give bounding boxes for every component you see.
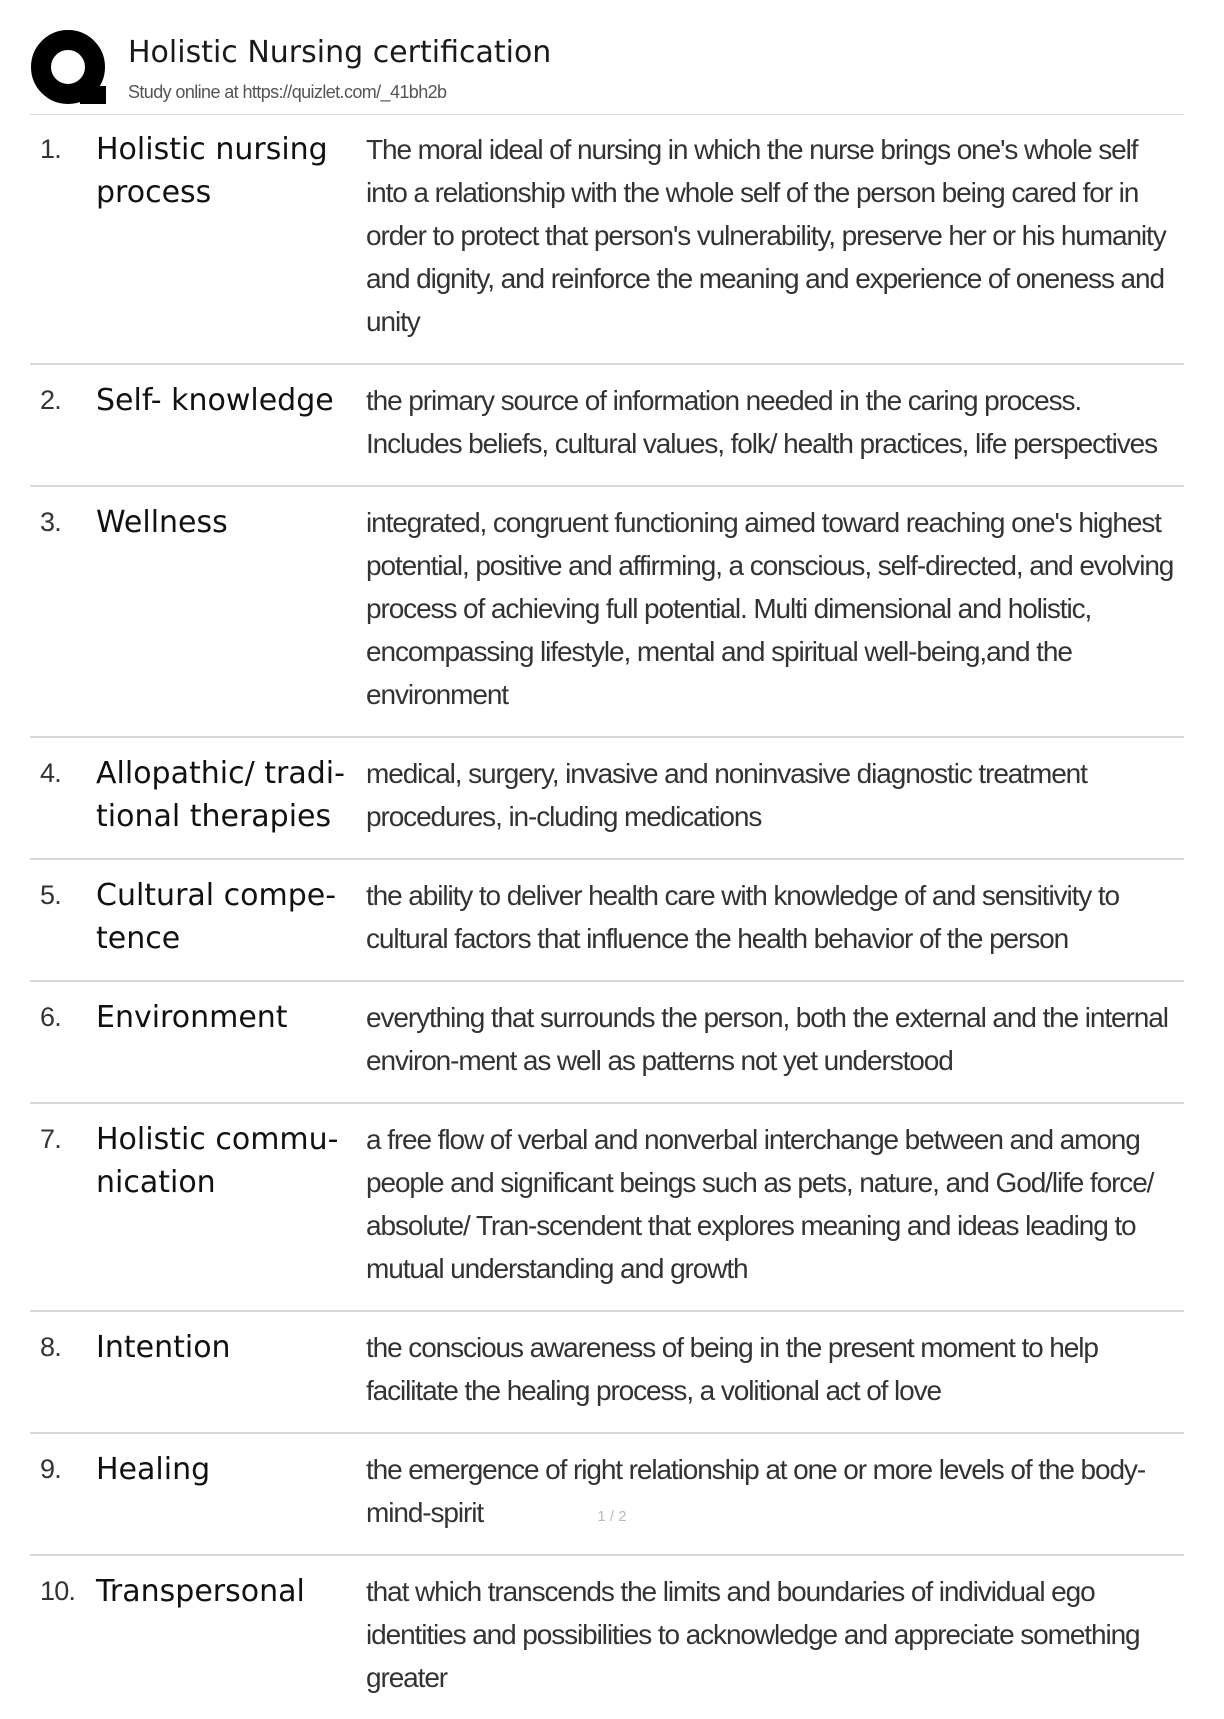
term-definition: medical, surgery, invasive and noninvasive diagnostic treatment procedures, in-cluding medications — [366, 758, 1087, 832]
study-link-text: Study online at https://quizlet.com/_41bh2b — [128, 82, 447, 102]
term-row — [30, 982, 1184, 1104]
page-header — [30, 28, 1184, 115]
quizlet-logo-icon — [30, 28, 110, 108]
term-title: Holistic nursing process — [96, 132, 328, 210]
term-title: Intention — [96, 1330, 231, 1365]
term-number: 6. — [40, 1002, 61, 1032]
term-title: Self- knowledge — [96, 383, 334, 418]
term-title: Environment — [96, 1000, 288, 1035]
term-row — [30, 860, 1184, 982]
term-definition: the emergence of right relationship at one or more levels of the body-mind-spirit — [366, 1454, 1146, 1528]
term-row — [30, 1312, 1184, 1434]
term-definition: integrated, congruent functioning aimed toward reaching one's highest potential, positive and affirming, a conscious, self-directed, and evolving process of achieving full potential. Multi dimensional and holistic, encompassing lifestyle, mental and spiritual well-being,and the environment — [366, 507, 1174, 710]
term-definition: a free flow of verbal and nonverbal interchange between and among people and significant beings such as pets, nature, and God/life force/ absolute/ Tran-scendent that explores meaning and ideas leading to mutual understanding and growth — [366, 1124, 1154, 1284]
term-title: Holistic commu-nication — [96, 1122, 339, 1200]
term-title: Cultural compe-tence — [96, 878, 337, 956]
term-number: 8. — [40, 1332, 61, 1362]
term-title: Wellness — [96, 505, 228, 540]
term-row — [30, 1556, 1184, 1719]
term-title: Healing — [96, 1452, 211, 1487]
term-definition: the ability to deliver health care with knowledge of and sensitivity to cultural factors that influence the health behavior of the person — [366, 880, 1120, 954]
term-row — [30, 487, 1184, 738]
term-number: 7. — [40, 1124, 61, 1154]
term-number: 3. — [40, 507, 61, 537]
term-number: 5. — [40, 880, 61, 910]
term-row — [30, 738, 1184, 860]
term-number: 2. — [40, 385, 61, 415]
term-row — [30, 1434, 1184, 1556]
page-number: 1 / 2 — [597, 1508, 627, 1525]
term-row — [30, 365, 1184, 487]
term-number: 4. — [40, 758, 61, 788]
term-definition: everything that surrounds the person, both the external and the internal environ-ment as well as patterns not yet understood — [366, 1002, 1168, 1076]
term-title: Transpersonal — [96, 1574, 305, 1609]
term-definition: The moral ideal of nursing in which the nurse brings one's whole self into a relationship with the whole self of the person being cared for in order to protect that person's vulnerability, preserve her or his humanity and dignity, and reinforce the meaning and experience of oneness and unity — [366, 134, 1166, 337]
term-number: 10. — [40, 1576, 76, 1606]
term-definition: the primary source of information needed in the caring process. Includes beliefs, cultural values, folk/ health practices, life perspectives — [366, 385, 1158, 459]
term-number: 9. — [40, 1454, 61, 1484]
term-definition: the conscious awareness of being in the present moment to help facilitate the healing process, a volitional act of love — [366, 1332, 1098, 1406]
term-definition: that which transcends the limits and boundaries of individual ego identities and possibilities to acknowledge and appreciate something greater — [366, 1576, 1140, 1693]
terms-list — [30, 114, 1184, 1719]
page-title: Holistic Nursing certification — [128, 35, 552, 70]
term-title: Allopathic/ tradi-tional therapies — [96, 756, 345, 834]
term-row — [30, 114, 1184, 365]
term-number: 1. — [40, 134, 61, 164]
term-row — [30, 1104, 1184, 1312]
